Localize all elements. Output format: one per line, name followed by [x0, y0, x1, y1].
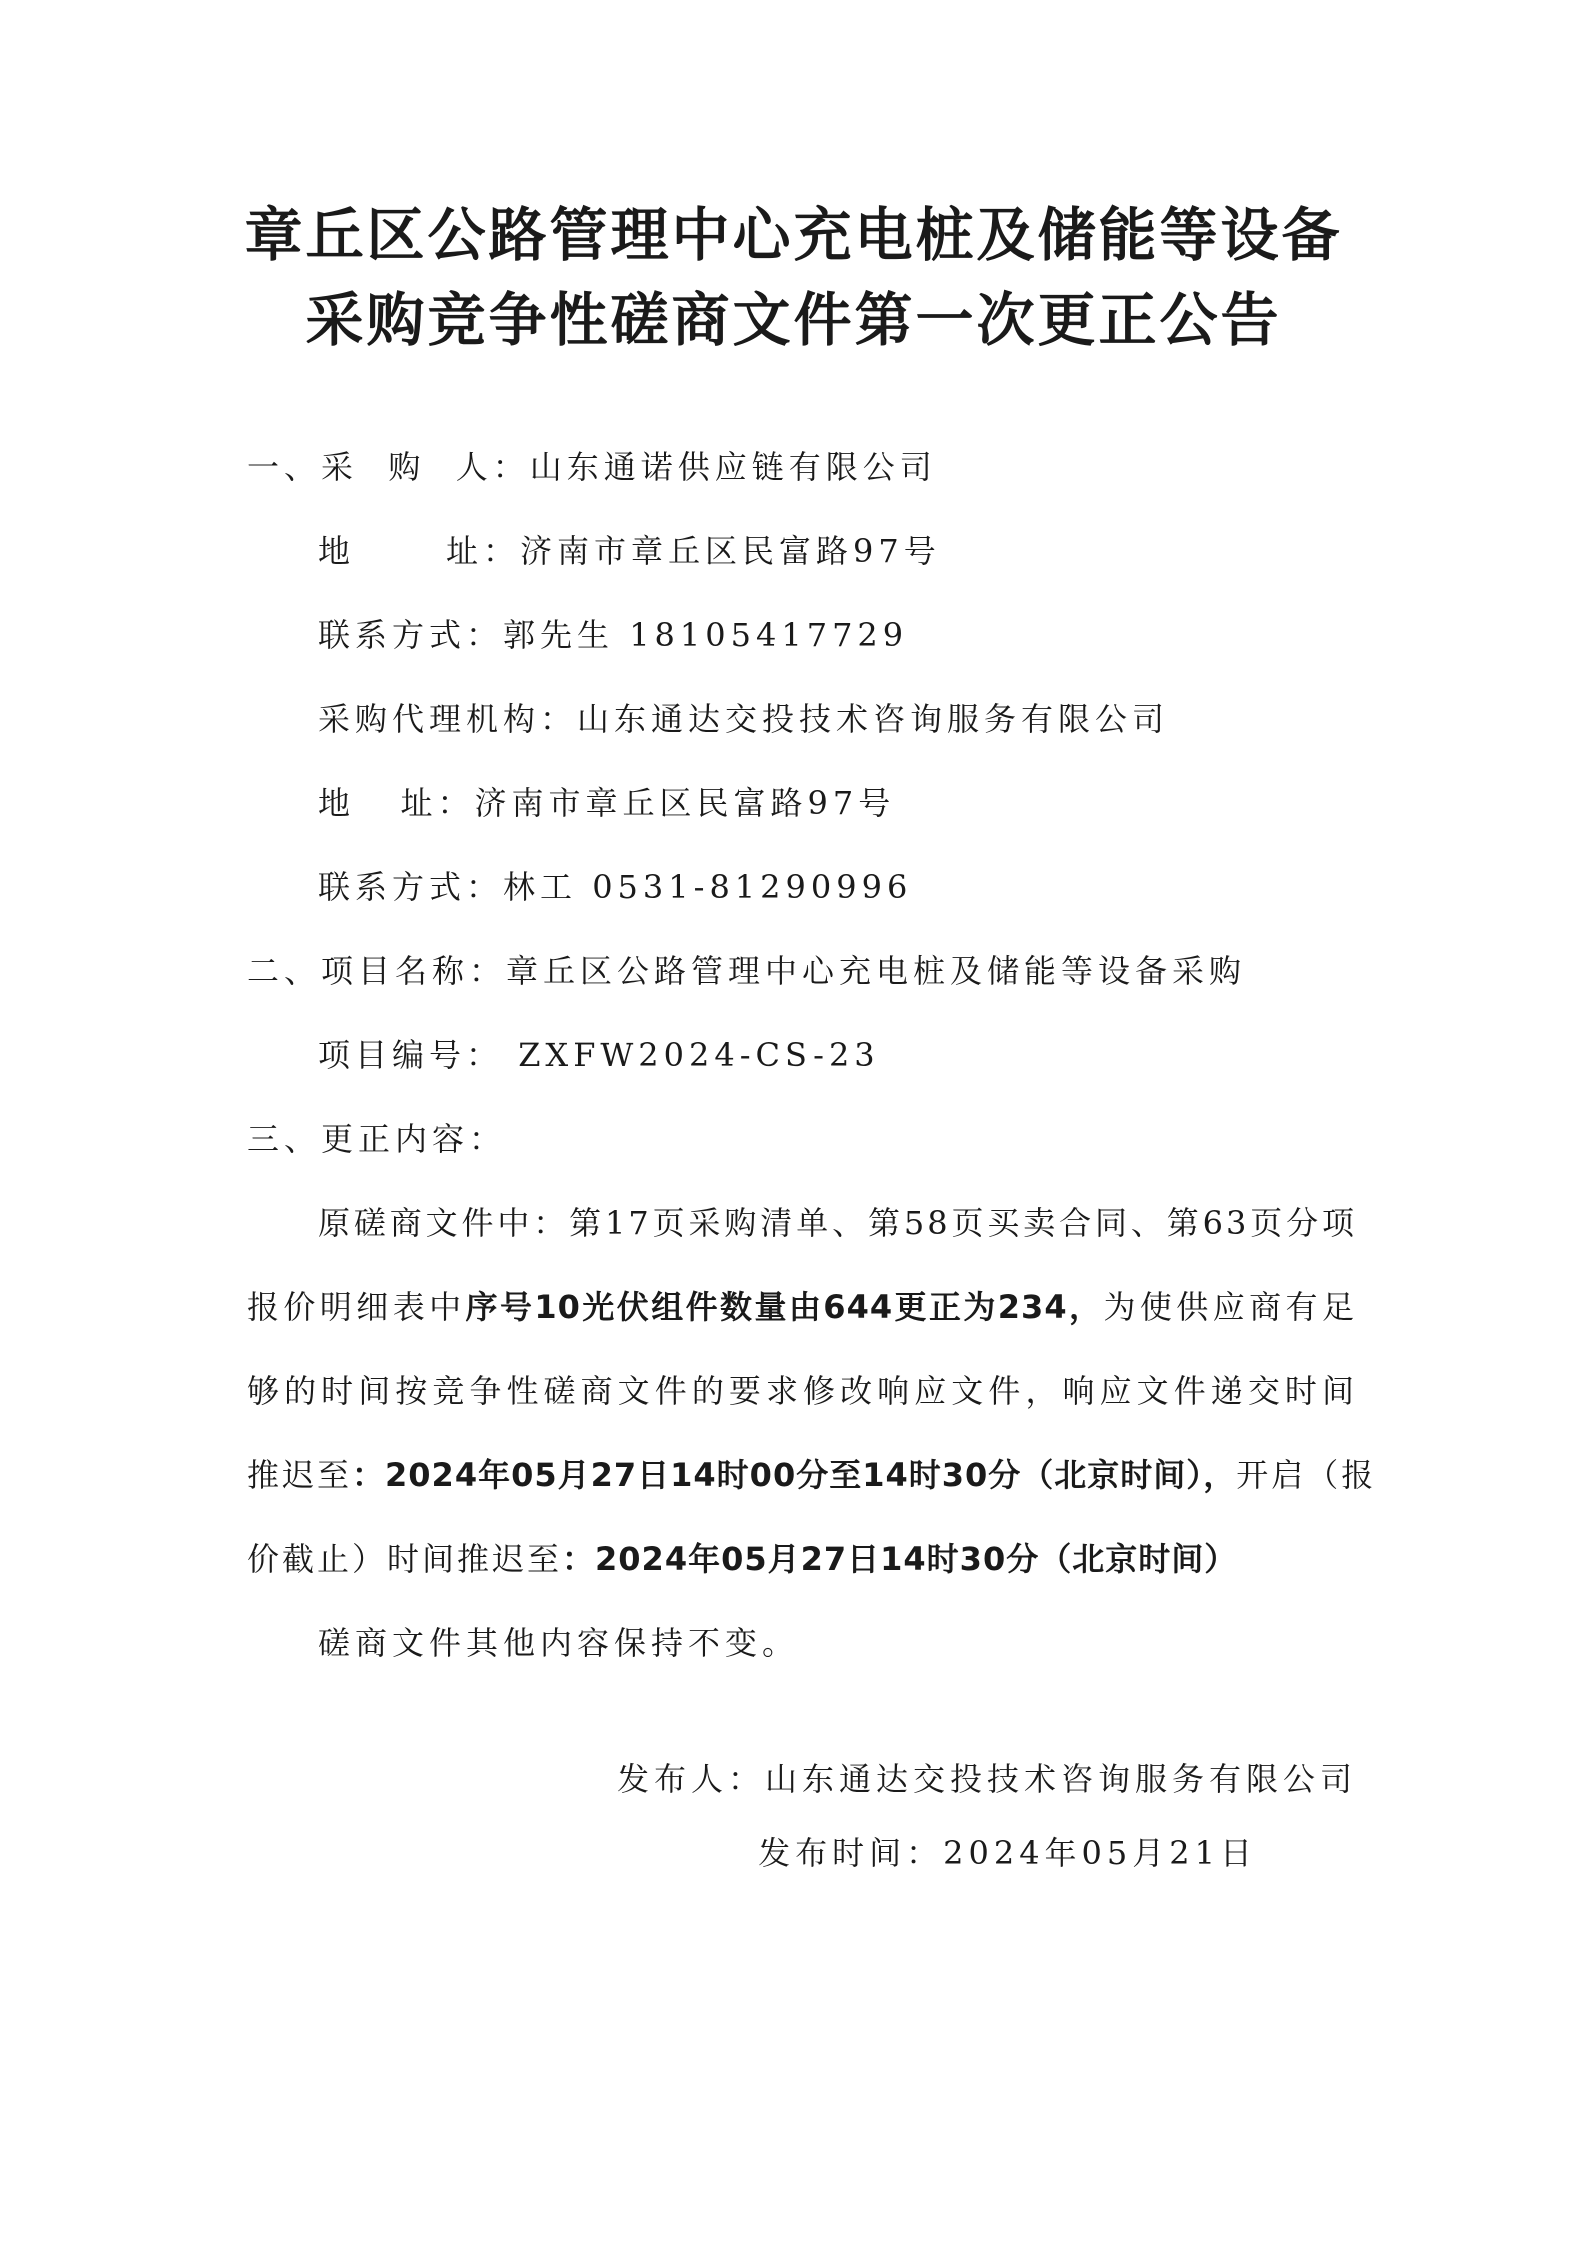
contact-row	[318, 611, 908, 659]
correction-text: 价截止）时间推迟至	[247, 1540, 563, 1578]
publisher-value: 山东通达交投技术咨询服务有限公司	[764, 1760, 1357, 1798]
correction-para-line1: 原磋商文件中：第17页采购清单、第58页买卖合同、第63页分项	[318, 1204, 1357, 1242]
address-value: 济南市章丘区民富路97号	[520, 532, 941, 570]
project-no-value: ZXFW2024-CS-23	[503, 1036, 880, 1074]
correction-text: 开启（报	[1236, 1456, 1377, 1494]
address-row	[318, 527, 941, 575]
correction-para-line3: 够的时间按竞争性磋商文件的要求修改响应文件，响应文件递交时间	[247, 1372, 1357, 1410]
purchaser-label: 一、采 购 人：	[247, 448, 530, 486]
correction-text: 为使供应商有足	[1103, 1288, 1357, 1326]
correction-para-line4	[247, 1451, 1377, 1499]
closing-statement: 磋商文件其他内容保持不变。	[318, 1624, 800, 1662]
agency-label: 采购代理机构：	[318, 700, 578, 738]
contact-value: 郭先生 18105417729	[503, 616, 909, 654]
publish-date-label: 发布时间：	[758, 1834, 944, 1872]
correction-highlight: ：2024年05月27日14时30分（北京时间）	[562, 1540, 1238, 1578]
purchaser-value: 山东通诺供应链有限公司	[529, 448, 937, 486]
agency-contact-row	[318, 863, 912, 911]
project-name-row	[247, 947, 1246, 995]
publish-date-value: 2024年05月21日	[943, 1834, 1257, 1872]
publisher-row	[617, 1755, 1357, 1803]
correction-text: 报价明细表中	[247, 1288, 466, 1326]
agency-address-label: 地 址：	[318, 784, 475, 822]
correction-highlight: 序号10光伏组件数量由644更正为234，	[465, 1288, 1104, 1326]
page-title-line2: 采购竞争性磋商文件第一次更正公告	[305, 286, 1282, 354]
project-name-label: 二、项目名称：	[247, 952, 507, 990]
contact-label: 联系方式：	[318, 616, 504, 654]
agency-address-row	[318, 779, 895, 827]
project-no-label: 项目编号：	[318, 1036, 504, 1074]
project-no-row	[318, 1031, 880, 1079]
publisher-label: 发布人：	[616, 1760, 765, 1798]
agency-contact-label: 联系方式：	[318, 868, 504, 906]
agency-address-value: 济南市章丘区民富路97号	[474, 784, 896, 822]
address-label: 地 址：	[318, 532, 521, 570]
agency-value: 山东通达交投技术咨询服务有限公司	[577, 700, 1170, 738]
correction-para-line2	[247, 1283, 1357, 1331]
project-name-value: 章丘区公路管理中心充电桩及储能等设备采购	[506, 952, 1247, 990]
page-title-line1: 章丘区公路管理中心充电桩及储能等设备	[244, 201, 1343, 269]
correction-text: 推迟至	[247, 1456, 353, 1494]
agency-row	[318, 695, 1169, 743]
correction-para-line5	[247, 1535, 1237, 1583]
publish-date-row	[758, 1829, 1257, 1877]
correction-heading: 三、更正内容：	[247, 1120, 507, 1158]
agency-contact-value: 林工 0531-81290996	[503, 868, 913, 906]
correction-highlight: ：2024年05月27日14时00分至14时30分（北京时间），	[352, 1456, 1237, 1494]
purchaser-row	[247, 443, 937, 491]
